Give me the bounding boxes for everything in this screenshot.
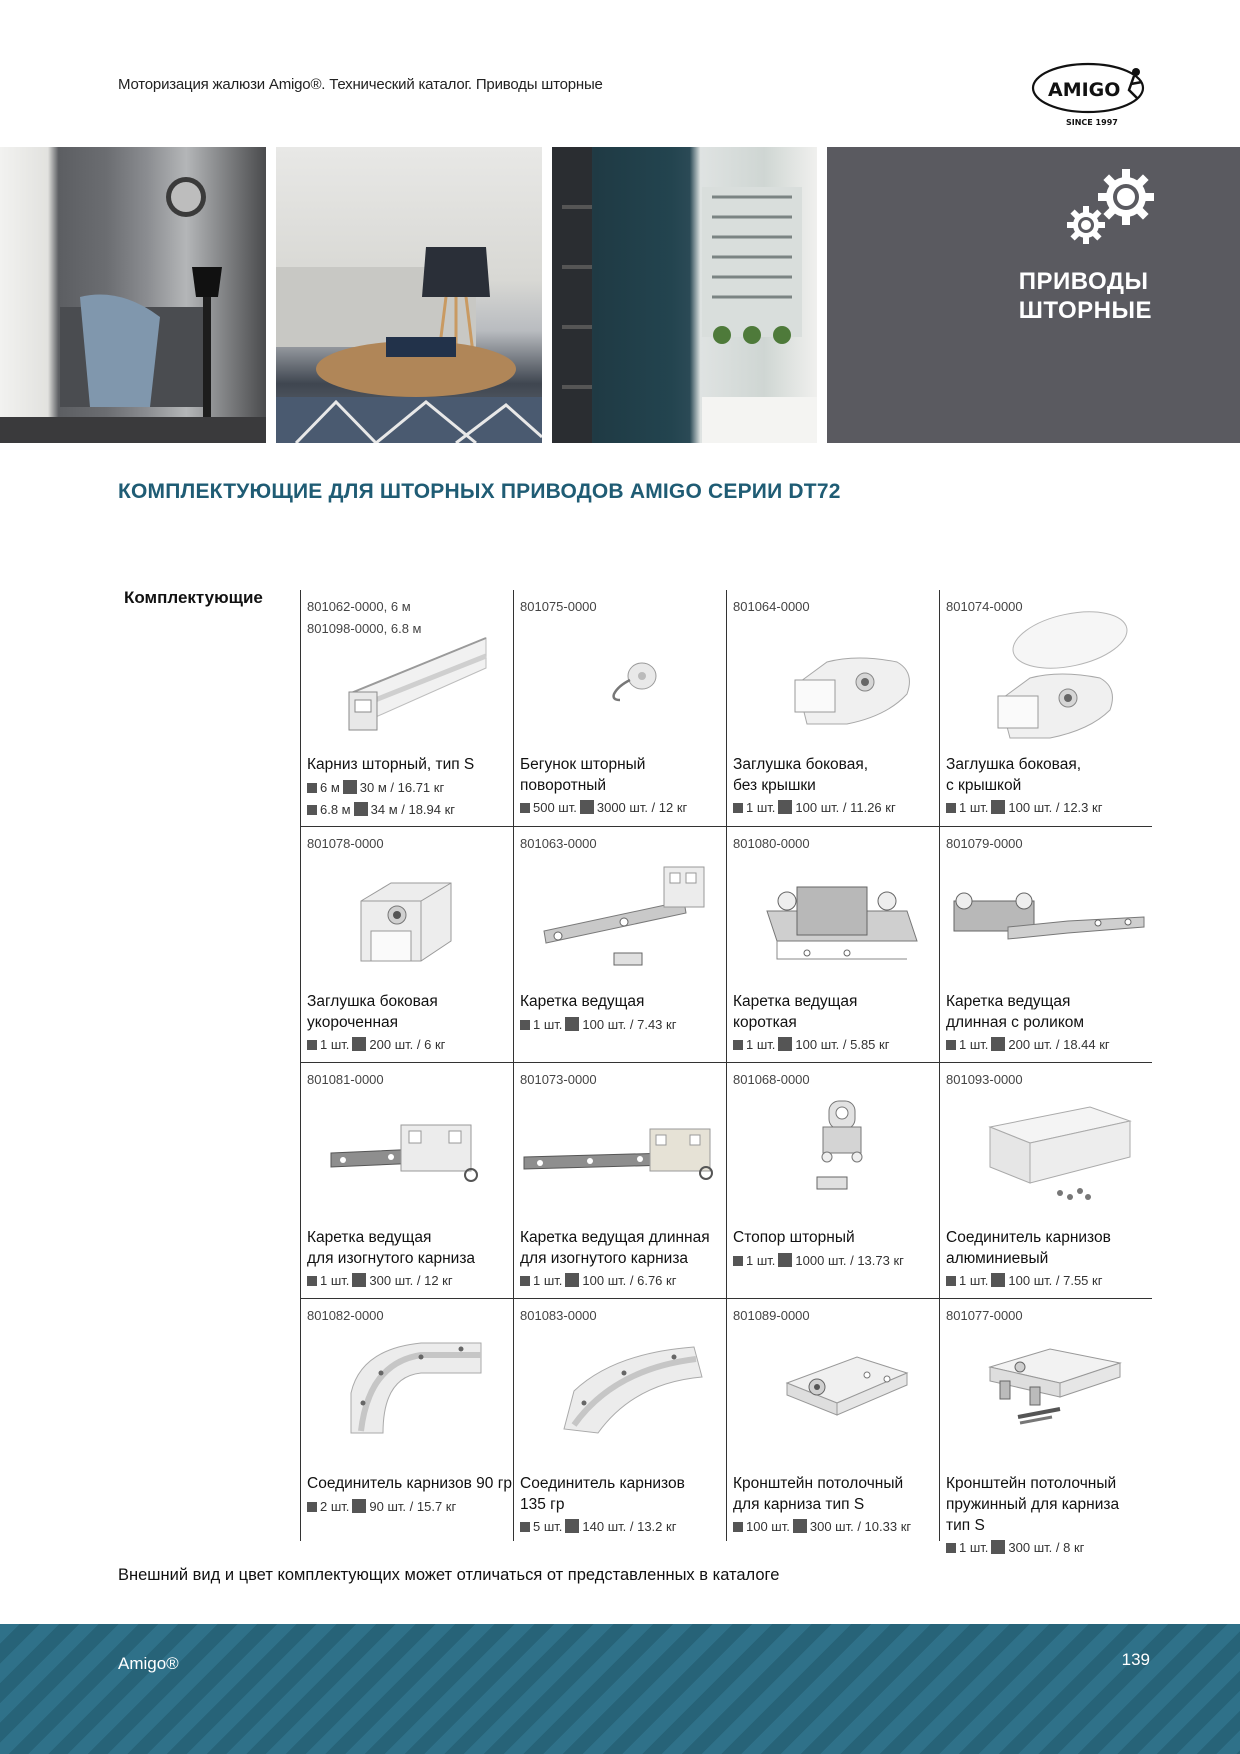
product-code: 801078-0000 <box>307 836 384 851</box>
grid-row <box>300 826 1152 1062</box>
product-code: 801082-0000 <box>307 1308 384 1323</box>
product-cell <box>726 827 939 1062</box>
pack-small: 1 шт. <box>320 1273 350 1288</box>
unit-square-icon <box>520 1020 530 1030</box>
long-carriage-roller-image <box>948 861 1148 971</box>
box-square-icon <box>352 1037 366 1051</box>
product-name-line2: длинная с роликом <box>946 1014 1085 1031</box>
product-cell <box>513 590 726 826</box>
box-square-icon <box>580 800 594 814</box>
product-cell <box>300 827 513 1062</box>
box-square-icon <box>991 800 1005 814</box>
pack-big: 100 шт. / 12.3 кг <box>1008 800 1103 815</box>
pack-small: 6 м <box>320 780 340 795</box>
unit-square-icon <box>946 803 956 813</box>
box-square-icon <box>793 1519 807 1533</box>
hero-banner <box>0 147 1240 443</box>
box-square-icon <box>343 780 357 794</box>
product-cell <box>726 1063 939 1298</box>
product-code: 801081-0000 <box>307 1072 384 1087</box>
short-end-cap-image <box>321 861 501 971</box>
unit-square-icon <box>946 1543 956 1553</box>
footer-brand: Amigo® <box>118 1654 179 1673</box>
product-code: 801068-0000 <box>733 1072 810 1087</box>
pack-big: 34 м / 18.94 кг <box>370 802 456 817</box>
page-number: 139 <box>1121 1650 1150 1669</box>
interior-photo-curtain-window <box>552 147 817 443</box>
pack-big: 100 шт. / 6.76 кг <box>582 1273 677 1288</box>
product-name: Каретка ведущая <box>946 993 1071 1010</box>
product-packaging <box>733 1517 911 1537</box>
master-carriage-image <box>534 861 714 971</box>
pack-small: 1 шт. <box>959 1037 989 1052</box>
section-title: КОМПЛЕКТУЮЩИЕ ДЛЯ ШТОРНЫХ ПРИВОДОВ AMIGO СЕРИИ DT72 <box>118 480 841 503</box>
product-name-line2: без крышки <box>733 777 816 794</box>
curtain-rail-image <box>321 628 501 738</box>
product-packaging <box>307 1497 456 1517</box>
pack-big: 90 шт. / 15.7 кг <box>369 1499 457 1514</box>
category-panel <box>827 147 1240 443</box>
pack-big: 3000 шт. / 12 кг <box>596 800 688 815</box>
pack-small: 1 шт. <box>959 1273 989 1288</box>
amigo-logo <box>1030 58 1154 130</box>
product-name: Бегунок шторный <box>520 756 646 773</box>
product-name-line2: поворотный <box>520 777 607 794</box>
end-cap-no-cover-image <box>747 624 927 734</box>
box-square-icon <box>565 1017 579 1031</box>
product-packaging <box>307 1271 453 1291</box>
curtain-stopper-image <box>747 1093 927 1203</box>
logo-text: AMIGO <box>1048 79 1121 101</box>
product-name: Соединитель карнизов 90 гр <box>307 1475 512 1492</box>
product-cell <box>939 1063 1152 1298</box>
product-code: 801080-0000 <box>733 836 810 851</box>
pack-big: 30 м / 16.71 кг <box>359 780 445 795</box>
product-packaging <box>520 798 687 818</box>
product-name-line3: тип S <box>946 1517 985 1534</box>
unit-square-icon <box>946 1040 956 1050</box>
box-square-icon <box>352 1499 366 1513</box>
product-code: 801089-0000 <box>733 1308 810 1323</box>
aluminium-rail-connector-image <box>960 1097 1140 1207</box>
unit-square-icon <box>520 1276 530 1286</box>
pack-big: 100 шт. / 7.55 кг <box>1008 1273 1103 1288</box>
rail-connector-135-image <box>534 1333 714 1443</box>
spring-ceiling-bracket-image <box>960 1333 1140 1443</box>
pack-big: 140 шт. / 13.2 кг <box>582 1519 677 1534</box>
product-name-line2: алюминиевый <box>946 1250 1049 1267</box>
product-packaging <box>946 1035 1110 1055</box>
product-name: Карниз шторный, тип S <box>307 756 475 773</box>
product-name-line2: для изогнутого карниза <box>307 1250 476 1267</box>
pack-small: 2 шт. <box>320 1499 350 1514</box>
long-curved-rail-carriage-image <box>520 1097 720 1207</box>
product-code: 801093-0000 <box>946 1072 1023 1087</box>
pack-small: 1 шт. <box>533 1017 563 1032</box>
unit-square-icon <box>733 1522 743 1532</box>
product-name-line2: пружинный для карниза <box>946 1496 1120 1513</box>
product-cell <box>300 1063 513 1298</box>
interior-photo-living-room <box>0 147 266 443</box>
product-cell <box>513 827 726 1062</box>
grid-row <box>300 1062 1152 1298</box>
unit-square-icon <box>307 1040 317 1050</box>
product-code: 801063-0000 <box>520 836 597 851</box>
rail-connector-90-image <box>321 1333 501 1443</box>
product-packaging <box>520 1271 676 1291</box>
pack-big: 1000 шт. / 13.73 кг <box>795 1253 904 1268</box>
category-title-line1: ПРИВОДЫ <box>1018 268 1149 295</box>
product-cell <box>300 1299 513 1541</box>
grid-row <box>300 1298 1152 1555</box>
page-header-title: Моторизация жалюзи Amigo®. Технический каталог. Приводы шторные <box>118 76 603 93</box>
components-grid <box>300 590 1152 1555</box>
box-square-icon <box>354 802 368 816</box>
box-square-icon <box>352 1273 366 1287</box>
unit-square-icon <box>520 1522 530 1532</box>
product-name: Соединитель карнизов <box>946 1229 1111 1246</box>
product-name: Кронштейн потолочный <box>946 1475 1117 1492</box>
product-packaging <box>520 1517 676 1537</box>
product-code: 801077-0000 <box>946 1308 1023 1323</box>
unit-square-icon <box>733 1256 743 1266</box>
pack-small: 1 шт. <box>533 1273 563 1288</box>
pack-small: 1 шт. <box>959 1540 989 1555</box>
pack-big: 100 шт. / 7.43 кг <box>582 1017 677 1032</box>
product-packaging-secondary <box>307 800 455 820</box>
product-name-line2: для изогнутого карниза <box>520 1250 689 1267</box>
product-packaging <box>733 798 896 818</box>
product-name: Соединитель карнизов <box>520 1475 685 1492</box>
product-name: Стопор шторный <box>733 1229 855 1246</box>
interior-photo-sofa <box>276 147 542 443</box>
product-code: 801074-0000 <box>946 599 1023 614</box>
grid-row <box>300 590 1152 826</box>
pack-small: 1 шт. <box>746 1037 776 1052</box>
unit-square-icon <box>733 803 743 813</box>
product-name: Каретка ведущая <box>520 993 645 1010</box>
product-name: Заглушка боковая, <box>733 756 869 773</box>
logo-since: SINCE 1997 <box>1066 118 1118 127</box>
product-packaging <box>946 1271 1102 1291</box>
pack-big: 100 шт. / 5.85 кг <box>795 1037 890 1052</box>
product-code: 801062-0000, 6 м <box>307 599 411 614</box>
product-name: Каретка ведущая <box>733 993 858 1010</box>
box-square-icon <box>778 1253 792 1267</box>
product-code: 801079-0000 <box>946 836 1023 851</box>
disclaimer-note: Внешний вид и цвет комплектующих может отличаться от представленных в каталоге <box>118 1566 780 1584</box>
product-name-line2: укороченная <box>307 1014 399 1031</box>
product-name: Каретка ведущая <box>307 1229 432 1246</box>
product-name: Каретка ведущая длинная <box>520 1229 710 1246</box>
product-packaging <box>307 778 444 798</box>
product-cell <box>726 590 939 826</box>
product-code-secondary: 801098-0000, 6.8 м <box>307 621 422 636</box>
unit-square-icon <box>307 783 317 793</box>
product-name-line2: для карниза тип S <box>733 1496 865 1513</box>
product-cell <box>513 1299 726 1541</box>
components-label: Комплектующие <box>124 588 263 607</box>
product-cell <box>726 1299 939 1541</box>
product-packaging <box>733 1035 889 1055</box>
box-square-icon <box>565 1519 579 1533</box>
pack-big: 300 шт. / 8 кг <box>1008 1540 1085 1555</box>
pack-small: 1 шт. <box>746 1253 776 1268</box>
product-packaging <box>520 1015 676 1035</box>
box-square-icon <box>991 1273 1005 1287</box>
pack-big: 100 шт. / 11.26 кг <box>795 800 896 815</box>
product-cell <box>300 590 513 826</box>
product-name: Кронштейн потолочный <box>733 1475 904 1492</box>
category-title-line2: ШТОРНЫЕ <box>1018 297 1152 324</box>
box-square-icon <box>778 800 792 814</box>
pack-small: 5 шт. <box>533 1519 563 1534</box>
product-packaging <box>946 1538 1084 1558</box>
box-square-icon <box>991 1037 1005 1051</box>
product-code: 801083-0000 <box>520 1308 597 1323</box>
product-cell <box>939 827 1152 1062</box>
curved-rail-carriage-image <box>321 1097 501 1207</box>
box-square-icon <box>778 1037 792 1051</box>
pack-big: 200 шт. / 6 кг <box>369 1037 446 1052</box>
category-title <box>1019 267 1152 325</box>
pack-small: 1 шт. <box>959 800 989 815</box>
box-square-icon <box>991 1540 1005 1554</box>
gears-icon <box>1064 169 1164 249</box>
pack-big: 200 шт. / 18.44 кг <box>1008 1037 1110 1052</box>
pack-small: 1 шт. <box>746 800 776 815</box>
product-name-line2: с крышкой <box>946 777 1022 794</box>
product-code: 801075-0000 <box>520 599 597 614</box>
unit-square-icon <box>520 803 530 813</box>
pack-big: 300 шт. / 10.33 кг <box>809 1519 912 1534</box>
pack-small: 100 шт. <box>746 1519 790 1534</box>
product-cell <box>939 590 1152 826</box>
pack-small: 6.8 м <box>320 802 351 817</box>
pack-big: 300 шт. / 12 кг <box>369 1273 453 1288</box>
curtain-runner-image <box>534 624 714 734</box>
unit-square-icon <box>307 1502 317 1512</box>
pack-small: 1 шт. <box>320 1037 350 1052</box>
unit-square-icon <box>307 1276 317 1286</box>
product-name: Заглушка боковая <box>307 993 438 1010</box>
end-cap-with-cover-image <box>960 610 1140 740</box>
box-square-icon <box>565 1273 579 1287</box>
page-footer <box>0 1624 1240 1754</box>
pack-small: 500 шт. <box>533 800 577 815</box>
unit-square-icon <box>946 1276 956 1286</box>
product-code: 801073-0000 <box>520 1072 597 1087</box>
unit-square-icon <box>733 1040 743 1050</box>
short-carriage-image <box>747 861 927 971</box>
unit-square-icon <box>307 805 317 815</box>
product-cell <box>939 1299 1152 1555</box>
product-packaging <box>946 798 1102 818</box>
product-cell <box>513 1063 726 1298</box>
ceiling-bracket-image <box>747 1333 927 1443</box>
product-packaging <box>733 1251 904 1271</box>
product-name-line2: короткая <box>733 1014 797 1031</box>
product-name-line2: 135 гр <box>520 1496 565 1513</box>
product-code: 801064-0000 <box>733 599 810 614</box>
product-packaging <box>307 1035 445 1055</box>
product-name: Заглушка боковая, <box>946 756 1082 773</box>
